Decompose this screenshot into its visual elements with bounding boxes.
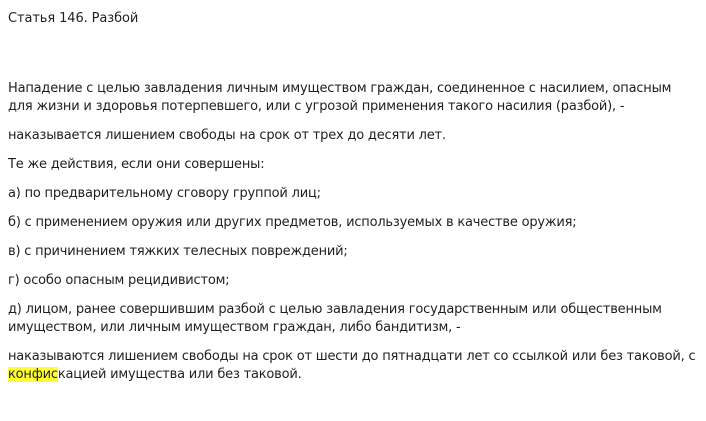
article-title: Статья 146. Разбой: [8, 11, 139, 26]
list-item-v: в) с причинением тяжких телесных повреждений;: [8, 244, 348, 259]
paragraph-aggravated-intro: Те же действия, если они совершены:: [8, 157, 265, 172]
article-body: [8, 80, 698, 384]
paragraph-penalty-aggravated: [8, 348, 698, 384]
list-item-b: б) с применением оружия или других предметов, используемых в качестве оружия;: [8, 215, 577, 230]
penalty-text-before: наказываются лишением свободы на срок от шести до пятнадцати лет со ссылкой или без таковой, с: [8, 349, 696, 364]
list-item-a: а) по предварительному сговору группой лиц;: [8, 186, 321, 201]
paragraph-penalty-basic: наказывается лишением свободы на срок от трех до десяти лет.: [8, 128, 446, 143]
paragraph-main: Нападение с целью завладения личным имуществом граждан, соединенное с насилием, опасным для жизни и здоровья потерпевшего, или с угрозой применения такого насилия (разбой), -: [8, 81, 672, 114]
search-highlight: конфис: [8, 367, 58, 382]
list-item-g: г) особо опасным рецидивистом;: [8, 273, 230, 288]
penalty-text-after: кацией имущества или без таковой.: [57, 367, 302, 382]
list-item-d: д) лицом, ранее совершившим разбой с целью завладения государственным или общественным имуществом, или личным имуществом граждан, либо бандитизм, -: [8, 302, 662, 335]
